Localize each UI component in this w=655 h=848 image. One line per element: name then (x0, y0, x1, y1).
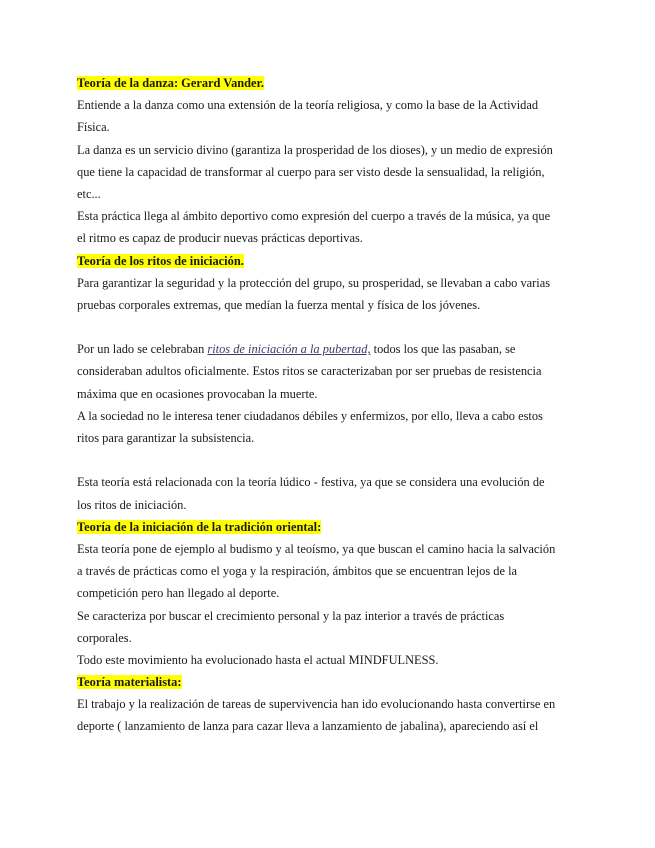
paragraph-line: etc... (77, 186, 101, 201)
paragraph-line: Todo este movimiento ha evolucionado hasta el actual MINDFULNESS. (77, 652, 439, 667)
paragraph-line: los ritos de iniciación. (77, 497, 187, 512)
paragraph-line: a través de prácticas como el yoga y la respiración, ámbitos que se encuentran lejos de la (77, 564, 518, 579)
heading-text: Teoría de los ritos de iniciación. (77, 253, 244, 268)
paragraph-line: Esta teoría está relacionada con la teoría lúdico - festiva, ya que se considera una evolución de (77, 475, 545, 490)
link-line-before: Por un lado se celebraban (77, 342, 208, 357)
document-body (77, 72, 577, 738)
paragraph-line: ritos para garantizar la subsistencia. (77, 431, 255, 445)
paragraph-line: Esta teoría pone de ejemplo al budismo y al teoísmo, ya que buscan el camino hacia la salvación (77, 541, 556, 556)
section-heading-ritos (77, 250, 577, 272)
paragraph-line: Entiende a la danza como una extensión de la teoría religiosa, y como la base de la Actividad (77, 98, 539, 113)
paragraph-line: El trabajo y la realización de tareas de supervivencia han ido evolucionando hasta convertirse en (77, 697, 556, 712)
paragraph-line: corporales. (77, 630, 132, 645)
paragraph-line: el ritmo es capaz de producir nuevas prácticas deportivas. (77, 231, 363, 246)
paragraph-line: Física. (77, 120, 110, 135)
paragraph-line: Se caracteriza por buscar el crecimiento personal y la paz interior a través de prácticas (77, 608, 505, 623)
ritos-pubertad-link[interactable]: ritos de iniciación a la pubertad, (207, 342, 371, 357)
paragraph-line: La danza es un servicio divino (garantiza la prosperidad de los dioses), y un medio de expresión (77, 142, 553, 157)
paragraph-line: A la sociedad no le interesa tener ciudadanos débiles y enfermizos, por ello, lleva a cabo estos (77, 408, 543, 423)
paragraph-line: consideraban adultos oficialmente. Estos ritos se caracterizaban por ser pruebas de resistencia (77, 364, 542, 379)
section-heading-materialista (77, 671, 577, 693)
blank-line (77, 316, 577, 338)
section-heading-danza (77, 72, 577, 94)
paragraph-line: Esta práctica llega al ámbito deportivo como expresión del cuerpo a través de la música, ya que (77, 209, 551, 224)
paragraph-line: deporte ( lanzamiento de lanza para cazar lleva a lanzamiento de jabalina), apareciendo así el (77, 719, 539, 734)
paragraph-line-with-link (77, 338, 577, 360)
paragraph-line: que tiene la capacidad de transformar al cuerpo para ser visto desde la sensualidad, la religión, (77, 164, 545, 179)
heading-text: Teoría de la iniciación de la tradición oriental: (77, 519, 322, 534)
blank-line (77, 449, 577, 471)
paragraph-line: Para garantizar la seguridad y la protección del grupo, su prosperidad, se llevaban a cabo varias (77, 275, 551, 290)
heading-text: Teoría materialista: (77, 675, 182, 690)
heading-text: Teoría de la danza: Gerard Vander. (77, 76, 265, 90)
paragraph-line: competición pero han llegado al deporte. (77, 586, 280, 601)
link-line-after: todos los que las pasaban, se (370, 342, 516, 357)
paragraph-line: máxima que en ocasiones provocaban la muerte. (77, 386, 318, 401)
section-heading-oriental (77, 516, 577, 538)
paragraph-line: pruebas corporales extremas, que medían la fuerza mental y física de los jóvenes. (77, 297, 481, 312)
